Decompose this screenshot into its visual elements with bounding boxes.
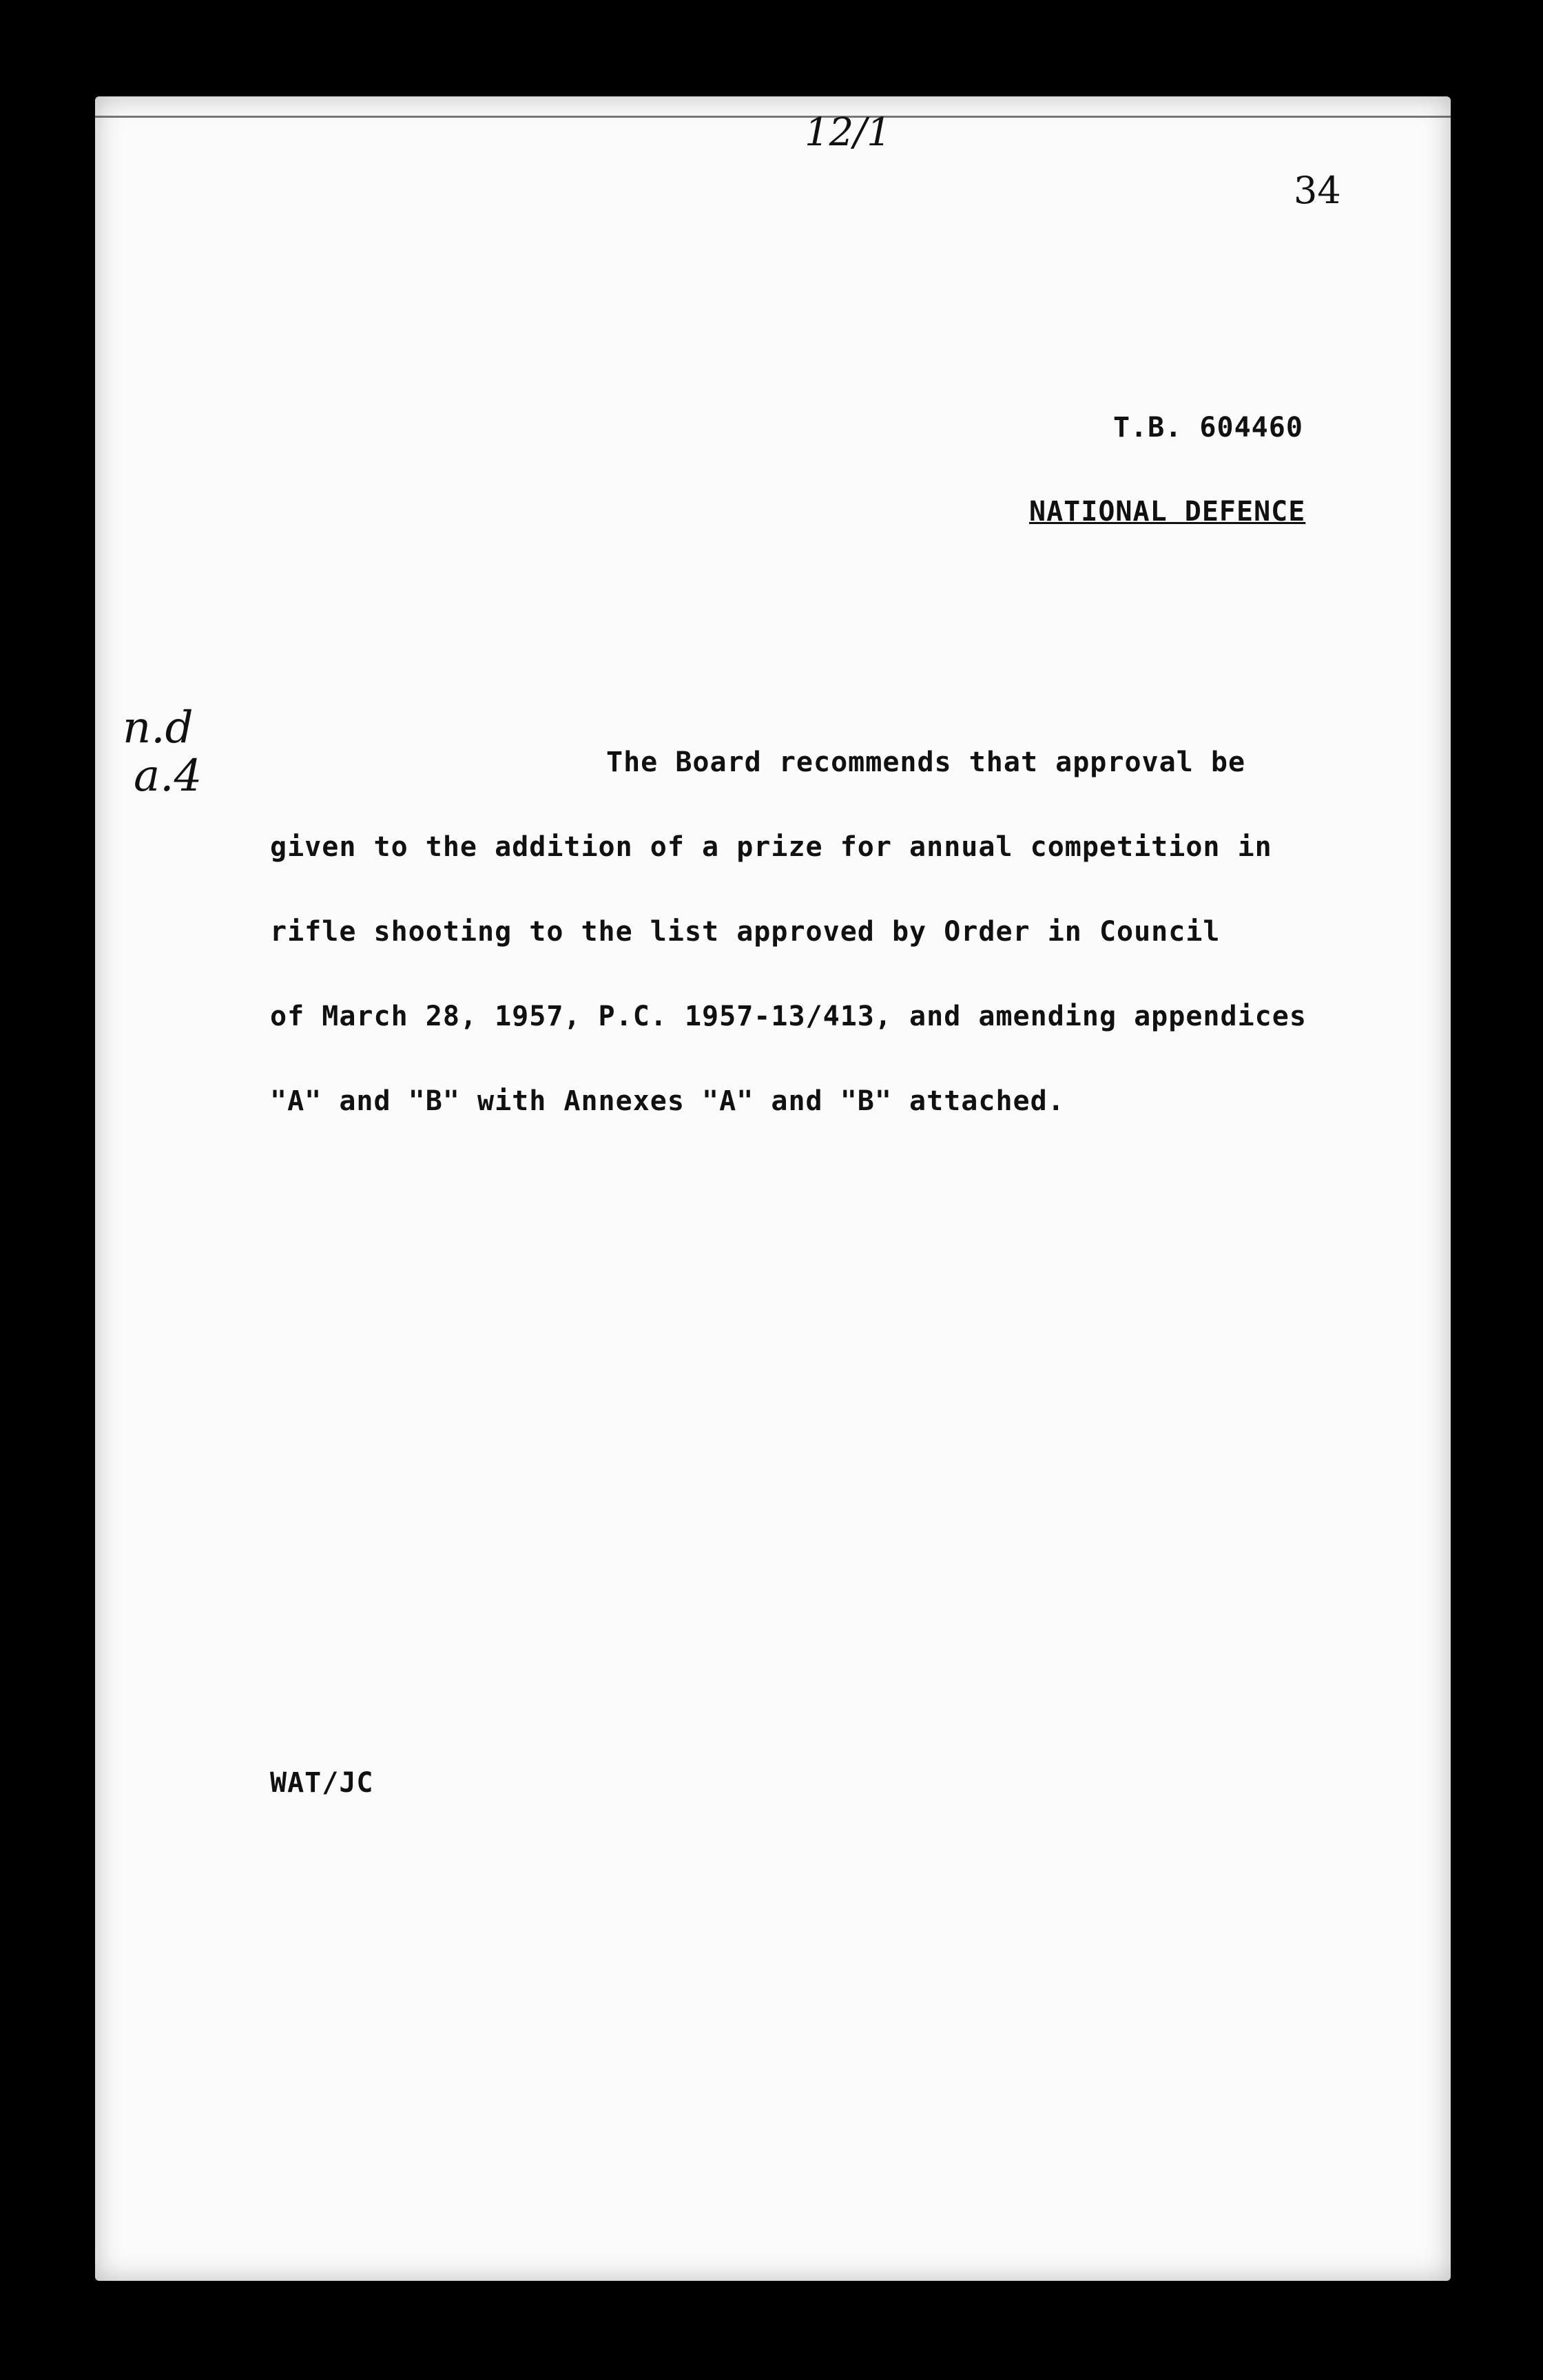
page-number: 34	[1294, 169, 1341, 212]
department-heading: NATIONAL DEFENCE	[1029, 496, 1306, 528]
margin-note-line2: a.4	[134, 751, 203, 802]
document-page	[95, 96, 1451, 2281]
body-line-2: given to the addition of a prize for annual competition in	[270, 831, 1272, 863]
typist-initials: WAT/JC	[270, 1767, 374, 1799]
sheet-top-edge	[95, 96, 1451, 118]
handwritten-top-mark: 12/1	[805, 110, 891, 155]
body-line-1: The Board recommends that approval be	[606, 747, 1246, 778]
body-line-4: of March 28, 1957, P.C. 1957-13/413, and amending appendices	[270, 1001, 1307, 1032]
body-line-5: "A" and "B" with Annexes "A" and "B" attached.	[270, 1085, 1065, 1117]
margin-note-line1: n.d	[123, 702, 194, 753]
body-line-3: rifle shooting to the list approved by Order in Council	[270, 916, 1221, 948]
reference-number: T.B. 604460	[1113, 412, 1303, 443]
